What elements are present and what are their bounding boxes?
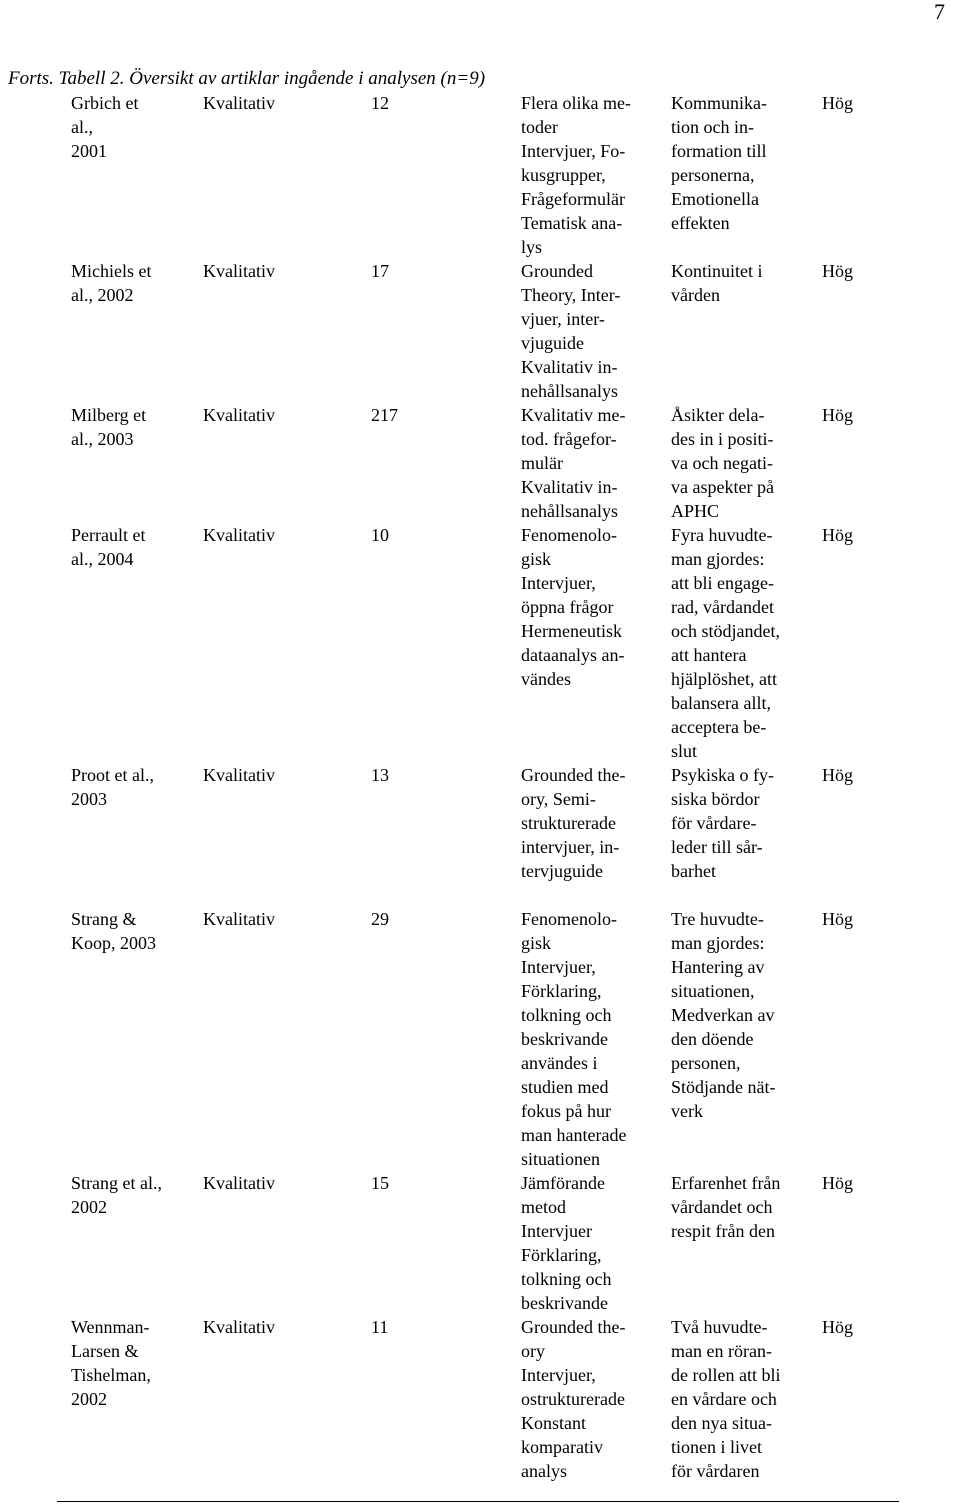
result-cell: Psykiska o fy- siska bördor för vårdare- leder till sår- barhet (671, 765, 774, 881)
author-cell: Proot et al., 2003 (71, 765, 154, 809)
author-cell: Strang et al., 2002 (71, 1173, 162, 1217)
method-cell: Kvalitativ (203, 261, 275, 281)
n-cell: 15 (371, 1173, 389, 1193)
n-cell: 10 (371, 525, 389, 545)
quality-cell: Hög (822, 525, 853, 545)
design-cell: Jämförande metod Intervjuer Förklaring, tolkning och beskrivande (521, 1173, 612, 1313)
author-cell: Strang & Koop, 2003 (71, 909, 156, 953)
author-cell: Perrault et al., 2004 (71, 525, 146, 569)
author-cell: Milberg et al., 2003 (71, 405, 147, 449)
result-cell: Tre huvudte- man gjordes: Hantering av situationen, Medverkan av den döende personen, Stödjande nät- verk (671, 909, 776, 1121)
result-cell: Åsikter dela- des in i positi- va och negati- va aspekter på APHC (671, 405, 774, 521)
method-cell: Kvalitativ (203, 93, 275, 113)
quality-cell: Hög (822, 1173, 853, 1193)
result-cell: Erfarenhet från vårdandet och respit från den (671, 1173, 781, 1241)
design-cell: Fenomenolo- gisk Intervjuer, Förklaring, tolkning och beskrivande användes i studien med fokus på hur man hanterade situationen (521, 909, 627, 1169)
footer-rule (57, 1501, 899, 1502)
method-cell: Kvalitativ (203, 405, 275, 425)
quality-cell: Hög (822, 909, 853, 929)
design-cell: Grounded Theory, Inter- vjuer, inter- vjuguide Kvalitativ in- nehållsanalys (521, 261, 621, 401)
n-cell: 217 (371, 405, 398, 425)
quality-cell: Hög (822, 93, 853, 113)
quality-cell: Hög (822, 1317, 853, 1337)
author-cell: Grbich et al., 2001 (71, 93, 139, 161)
n-cell: 29 (371, 909, 389, 929)
author-cell: Michiels et al., 2002 (71, 261, 152, 305)
method-cell: Kvalitativ (203, 765, 275, 785)
n-cell: 12 (371, 93, 389, 113)
result-cell: Fyra huvudte- man gjordes: att bli engage- rad, vårdandet och stödjandet, att hantera hjälplöshet, att balansera allt, acceptera be- slut (671, 525, 780, 761)
design-cell: Kvalitativ me- tod. frågefor- mulär Kvalitativ in- nehållsanalys (521, 405, 626, 521)
result-cell: Två huvudte- man en röran- de rollen att bli en vårdare och den nya situa- tionen i livet för vårdaren (671, 1317, 781, 1481)
page-number: 7 (934, 0, 945, 24)
n-cell: 17 (371, 261, 389, 281)
n-cell: 11 (371, 1317, 389, 1337)
design-cell: Flera olika me- toder Intervjuer, Fo- kusgrupper, Frågeformulär Tematisk ana- lys (521, 93, 631, 257)
method-cell: Kvalitativ (203, 525, 275, 545)
result-cell: Kontinuitet i vården (671, 261, 763, 305)
method-cell: Kvalitativ (203, 1317, 275, 1337)
design-cell: Grounded the- ory Intervjuer, ostrukturerade Konstant komparativ analys (521, 1317, 626, 1481)
quality-cell: Hög (822, 405, 853, 425)
quality-cell: Hög (822, 261, 853, 281)
quality-cell: Hög (822, 765, 853, 785)
design-cell: Fenomenolo- gisk Intervjuer, öppna frågor Hermeneutisk dataanalys an- vändes (521, 525, 625, 689)
table-caption: Forts. Tabell 2. Översikt av artiklar ingående i analysen (n=9) (8, 68, 486, 89)
design-cell: Grounded the- ory, Semi- strukturerade intervjuer, in- tervjuguide (521, 765, 626, 881)
result-cell: Kommunika- tion och in- formation till personerna, Emotionella effekten (671, 93, 767, 233)
n-cell: 13 (371, 765, 389, 785)
author-cell: Wennman- Larsen & Tishelman, 2002 (71, 1317, 151, 1409)
method-cell: Kvalitativ (203, 909, 275, 929)
method-cell: Kvalitativ (203, 1173, 275, 1193)
